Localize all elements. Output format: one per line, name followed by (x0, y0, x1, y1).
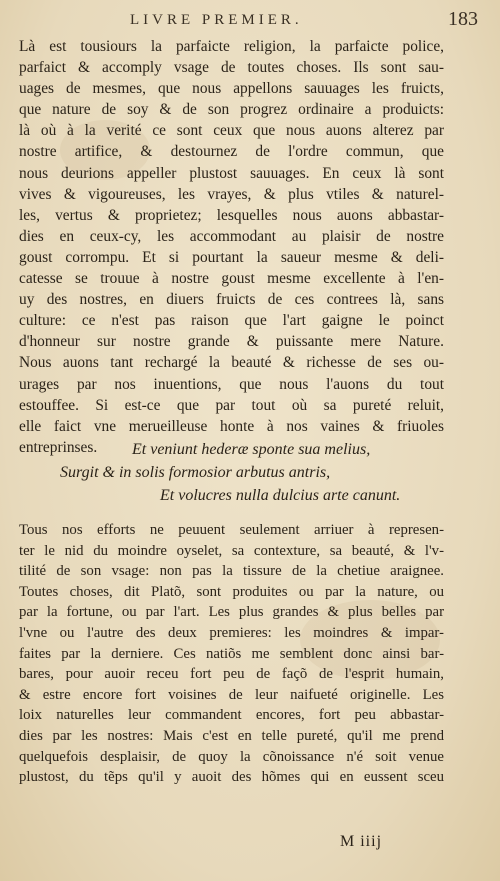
text-line: entreprinses. (19, 438, 98, 456)
text-line: bares, pour auoir receu fort peu de façõ de l'esprit humain, (19, 666, 444, 683)
paragraph-1 (19, 36, 444, 458)
text-line: les, vertus & proprietez; lesquelles nous auons abbastar- (19, 206, 444, 224)
text-line: tilité de son vsage: non pas la tissure de la chetiue araignee. (19, 563, 444, 580)
text-line: ter le nid du moindre oyselet, sa contexture, sa beauté, & l'v- (19, 542, 444, 559)
running-title: LIVRE PREMIER. (130, 12, 303, 28)
text-line: là où à la verité ce sont ceux que nous auons alterez par (19, 122, 444, 140)
text-line: dies en ceux-cy, les accommodant au plaisir de nostre (19, 227, 444, 245)
text-line: plustost, du tẽps qu'il y auoit des hõmes qui en eussent sceu (19, 769, 444, 786)
text-line: d'honneur sur nostre grande & puissante mere Nature. (19, 333, 444, 351)
text-line: vives & vigoureuses, les vrayes, & plus vtiles & naturel- (19, 185, 444, 203)
text-line: catesse se trouue à nostre goust mesme excellente à l'en- (19, 270, 444, 288)
text-line: estouffee. Si est-ce que par tout où sa pureté reluit, (19, 396, 444, 414)
signature-mark: M iiij (340, 833, 383, 850)
text-line: culture: ce n'est pas raison que l'art gaigne le poinct (19, 312, 444, 330)
text-line: faites par la derniere. Ces natiõs me semblent donc ainsi bar- (19, 645, 444, 662)
running-head (0, 8, 500, 34)
latin-verse (0, 438, 500, 507)
verse-line: Surgit & in solis formosior arbutus antris, (60, 464, 331, 481)
text-line: Là est tousiours la parfaicte religion, la parfaicte police, (19, 38, 444, 55)
text-line: parfaict & accomply vsage de toutes choses. Ils sont sau- (19, 59, 444, 77)
text-line: quelquefois desplaisir, de quoy la cõnoissance n'é soit venue (19, 748, 444, 765)
text-line: urages par nos inuentions, que nous l'auons du tout (19, 375, 444, 393)
verse-line: Et veniunt hederæ sponte sua melius, (132, 441, 371, 458)
text-line: nostre artifice, & destournez de l'ordre commun, que (19, 143, 444, 161)
text-line: nous deurions appeller plustost sauuages. En ceux là sont (19, 164, 444, 182)
text-line: Tous nos efforts ne peuuent seulement arriuer à represen- (19, 522, 444, 538)
text-line: l'vne ou l'autre des deux premieres: les moindres & impar- (19, 624, 444, 641)
text-line: Nous auons tant rechargé la beauté & richesse de ses ou- (19, 354, 444, 372)
verse-line: Et volucres nulla dulcius arte canunt. (160, 487, 401, 504)
text-line: par la fortune, ou par l'art. Les plus grandes & plus belles par (19, 604, 444, 621)
text-line: uy des nostres, en diuers fruicts de ces contrees là, sans (19, 291, 444, 309)
text-line: que nature de soy & de son progrez ordinaire a produicts: (19, 101, 444, 119)
text-line: uages de mesmes, que nous appellons sauuages les fruicts, (19, 80, 444, 98)
text-line: goust corrompu. Et si pourtant la saueur mesme & deli- (19, 248, 444, 266)
text-line: dies par les nostres: Mais c'est en telle pureté, qu'il me prend (19, 727, 444, 744)
text-line: Toutes choses, dit Platõ, sont produites ou par la nature, ou (19, 583, 444, 600)
text-line: & estre encore fort voisines de leur naifueté originelle. Les (19, 686, 444, 703)
text-line: loix naturelles leur commandent encores, fort peu abbastar- (19, 707, 444, 724)
page-number: 183 (448, 8, 478, 30)
text-line: elle faict vne merueilleuse honte à nos vaines & friuoles (19, 417, 444, 435)
paragraph-2 (19, 520, 444, 788)
